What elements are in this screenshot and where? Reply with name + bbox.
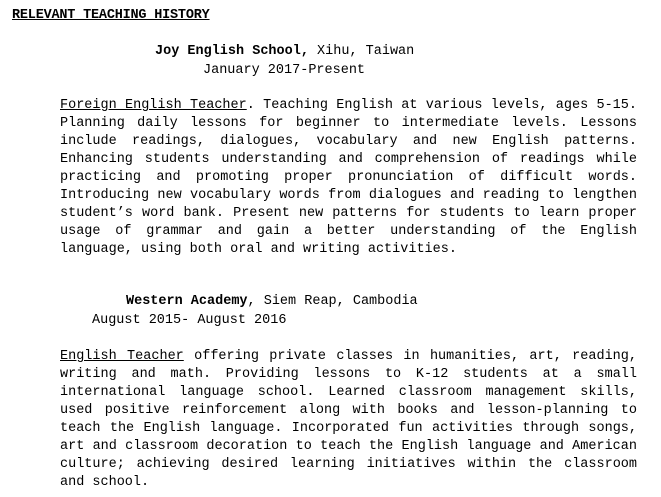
employer-location: , Siem Reap, Cambodia bbox=[247, 294, 418, 309]
job-description bbox=[60, 97, 637, 259]
job-description-text: . Teaching English at various levels, ages 5-15. Planning daily lessons for beginner to intermediate levels. Lessons include readings, dialogues, vocabulary and new English patterns. Enhancing students understanding and comprehension of readings while practicing and promoting proper pronunciation of difficult words. Introducing new vocabulary words from dialogues and reading to lengthen student’s word bank. Present new patterns for students to learn proper usage of grammar and gain a better understanding of the English language, using both oral and writing activities. bbox=[60, 98, 637, 257]
job-dates: January 2017-Present bbox=[203, 63, 366, 78]
job-dates: August 2015- August 2016 bbox=[92, 313, 287, 328]
job-description bbox=[60, 348, 637, 492]
employer-location: Xihu, Taiwan bbox=[317, 44, 415, 59]
job-employer-line bbox=[155, 44, 414, 59]
section-title: RELEVANT TEACHING HISTORY bbox=[12, 8, 210, 23]
employer-name: Western Academy bbox=[126, 294, 248, 309]
job-role: English Teacher bbox=[60, 349, 184, 364]
job-role: Foreign English Teacher bbox=[60, 98, 247, 113]
job-employer-line bbox=[126, 294, 418, 309]
employer-name: Joy English School, bbox=[155, 44, 309, 59]
job-description-text: offering private classes in humanities, art, reading, writing and math. Providing lessons to K-12 students at a small international language school. Learned classroom management skills, used positive reinforcement along with books and lesson-planning to teach the English language. Incorporated fun activities through songs, art and classroom decoration to teach the English language and American culture; achieving desired learning initiatives within the classroom and school. bbox=[60, 349, 637, 490]
